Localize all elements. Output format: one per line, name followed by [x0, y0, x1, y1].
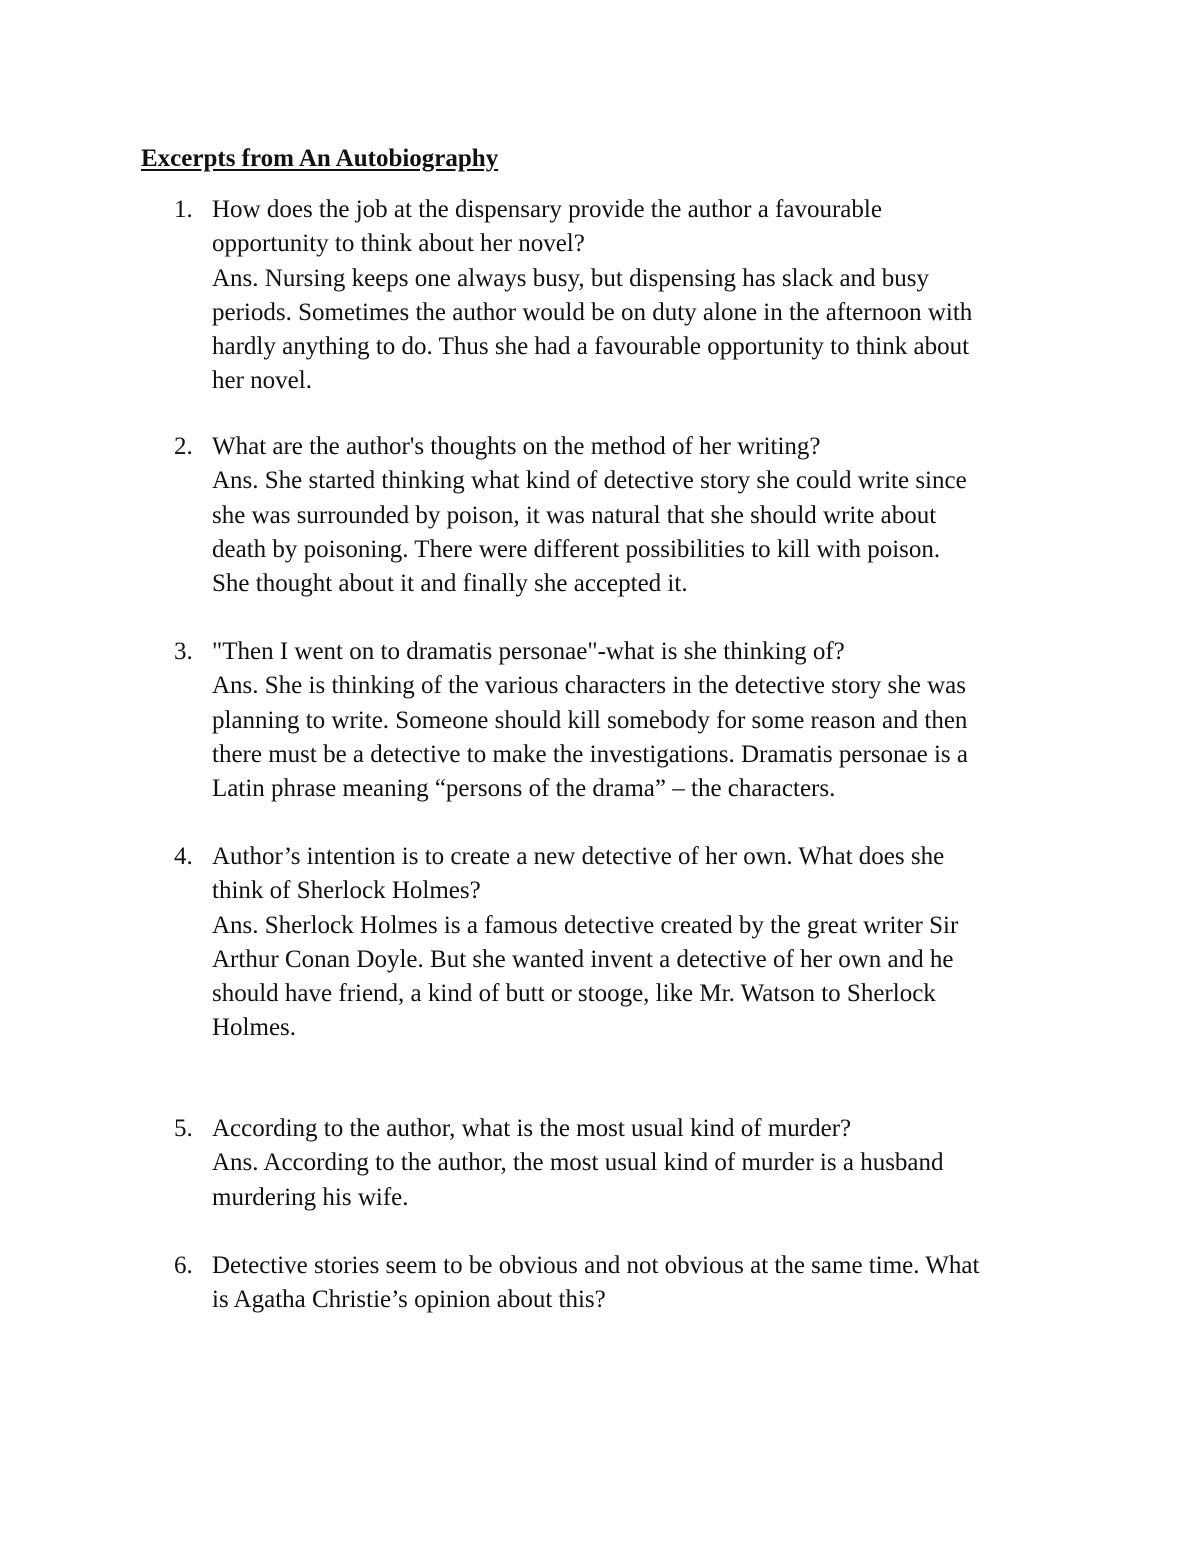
answer-line: Ans. Nursing keeps one always busy, but dispensing has slack and busy	[212, 264, 930, 292]
question-number: 6.	[174, 1252, 193, 1279]
question-number: 5.	[174, 1115, 193, 1142]
answer-line: should have friend, a kind of butt or stooge, like Mr. Watson to Sherlock	[212, 980, 936, 1008]
question-line: How does the job at the dispensary provide the author a favourable	[212, 196, 882, 223]
question-number: 4.	[174, 843, 193, 870]
answer-line: Arthur Conan Doyle. But she wanted invent a detective of her own and he	[212, 945, 954, 973]
answer-line: she was surrounded by poison, it was natural that she should write about	[212, 501, 937, 529]
answer-line: Ans. She is thinking of the various characters in the detective story she was	[212, 672, 966, 700]
question-number: 1.	[174, 196, 193, 223]
question-item-3	[174, 635, 1072, 806]
question-line: Author’s intention is to create a new detective of her own. What does she	[212, 843, 945, 870]
answer-line: Ans. Sherlock Holmes is a famous detective created by the great writer Sir	[212, 911, 959, 939]
answer-line: Ans. According to the author, the most usual kind of murder is a husband	[212, 1149, 944, 1177]
question-line: think of Sherlock Holmes?	[212, 877, 481, 905]
question-item-4	[174, 840, 1072, 1046]
question-number: 2.	[174, 433, 193, 460]
document-title: Excerpts from An Autobiography	[141, 145, 499, 172]
answer-line: planning to write. Someone should kill somebody for some reason and then	[212, 706, 968, 734]
question-line: is Agatha Christie’s opinion about this?	[212, 1286, 606, 1314]
answer-line: periods. Sometimes the author would be on duty alone in the afternoon with	[212, 298, 973, 326]
answer-line: Holmes.	[212, 1014, 297, 1042]
question-number: 3.	[174, 638, 193, 665]
question-line: What are the author's thoughts on the method of her writing?	[212, 433, 821, 460]
answer-line: there must be a detective to make the investigations. Dramatis personae is a	[212, 740, 969, 768]
answer-line: death by poisoning. There were different possibilities to kill with poison.	[212, 535, 941, 563]
answer-line: murdering his wife.	[212, 1183, 409, 1211]
answer-line: her novel.	[212, 367, 312, 395]
question-item-6	[174, 1249, 1072, 1318]
question-line: According to the author, what is the most usual kind of murder?	[212, 1115, 852, 1142]
question-item-5	[174, 1112, 1072, 1215]
answer-line: Latin phrase meaning “persons of the drama” – the characters.	[212, 775, 836, 803]
question-line: Detective stories seem to be obvious and not obvious at the same time. What	[212, 1252, 980, 1279]
answer-line: hardly anything to do. Thus she had a favourable opportunity to think about	[212, 333, 970, 361]
question-item-1	[174, 193, 1072, 399]
question-item-2	[174, 430, 1072, 601]
question-line: "Then I went on to dramatis personae"-what is she thinking of?	[212, 638, 845, 665]
question-line: opportunity to think about her novel?	[212, 230, 585, 258]
answer-line: Ans. She started thinking what kind of detective story she could write since	[212, 467, 967, 495]
answer-line: She thought about it and finally she accepted it.	[212, 570, 688, 598]
